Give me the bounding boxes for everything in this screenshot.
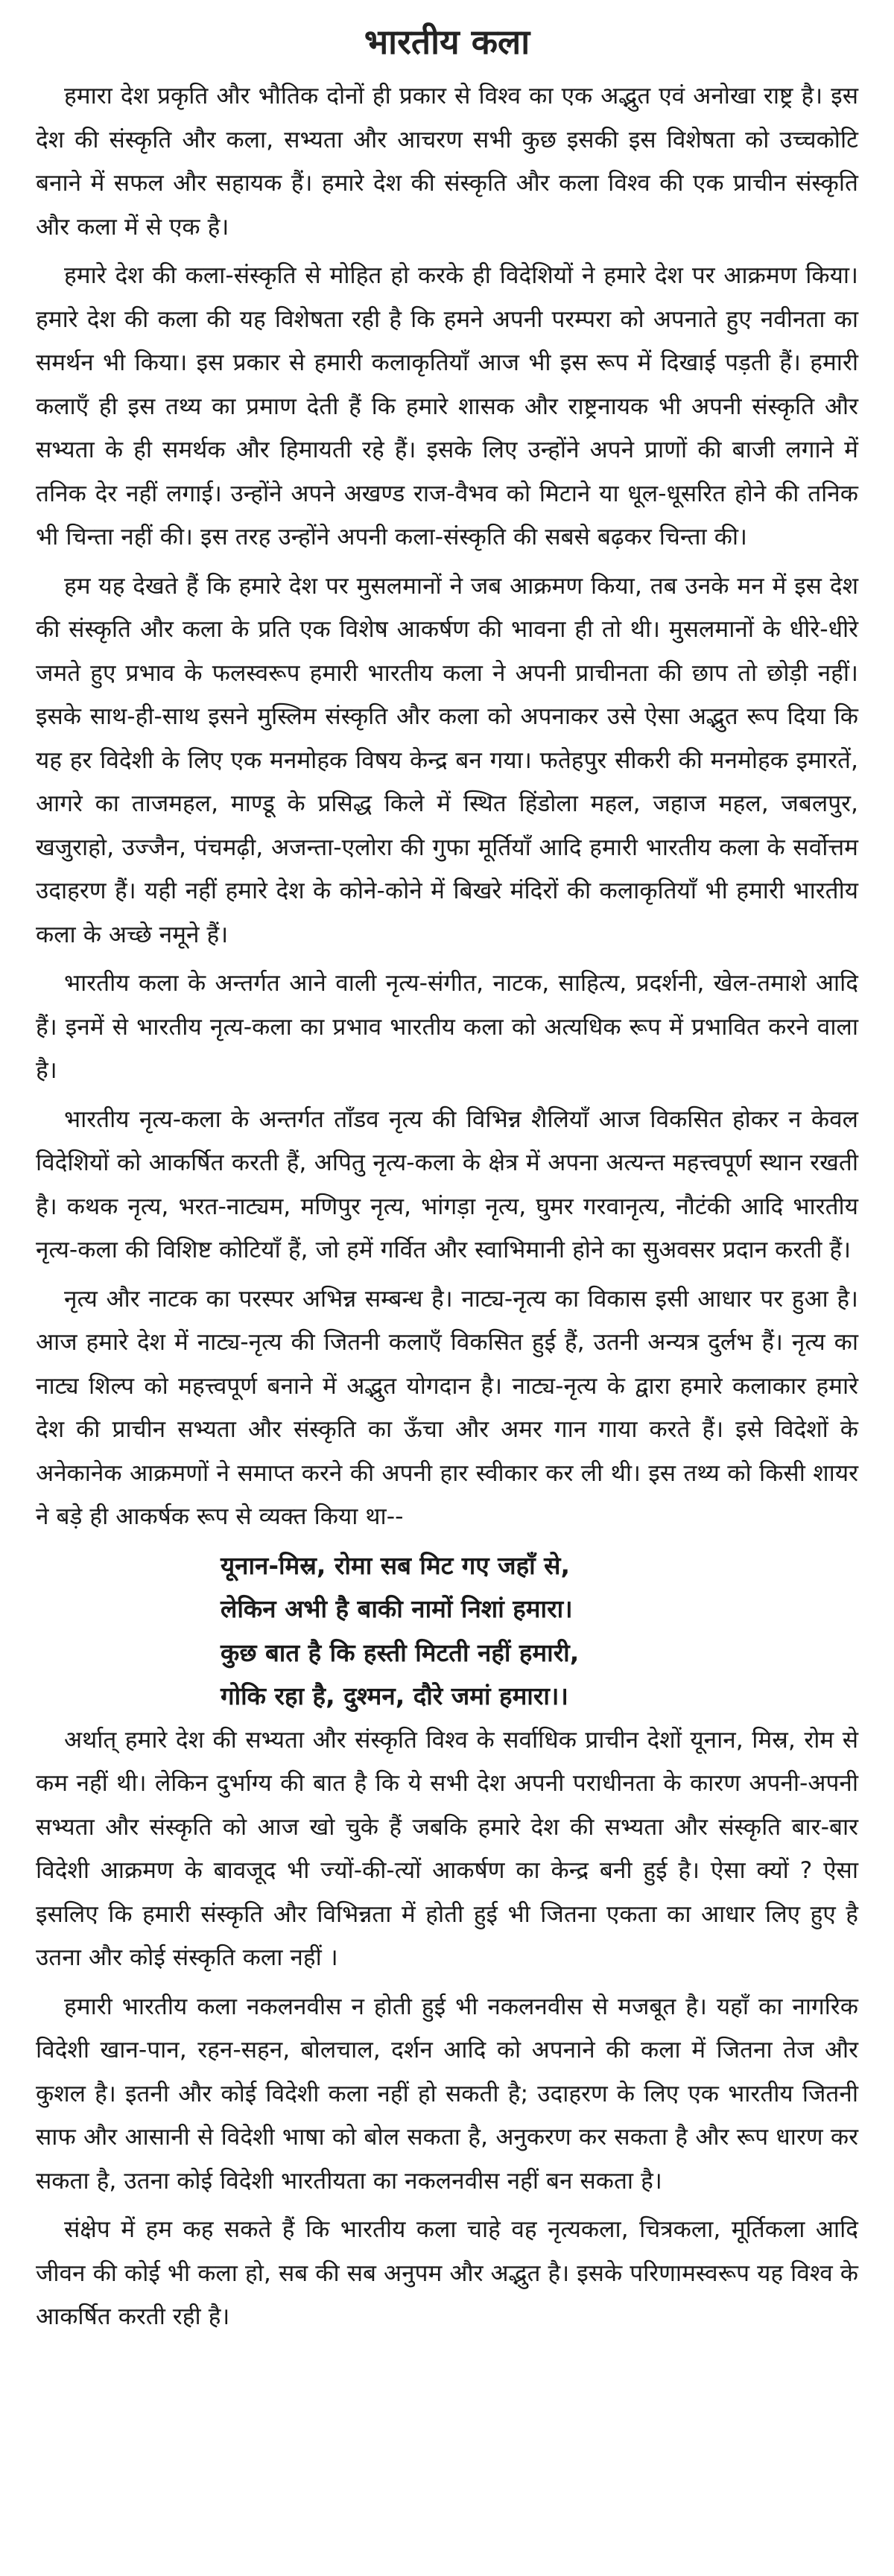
poem-line-2: लेकिन अभी है बाकी नामों निशां हमारा।	[221, 1594, 573, 1623]
paragraph-7: अर्थात् हमारे देश की सभ्यता और संस्कृति विश्व के सर्वाधिक प्राचीन देशों यूनान, मिस्र, रोम से कम नहीं थी। लेकिन दुर्भाग्य की बात है कि ये सभी देश अपनी पराधीनता के कारण अपनी-अपनी सभ्यता और संस्कृति को आज खो चुके हैं जबकि हमारे देश की सभ्यता और संस्कृति बार-बार विदेशी आक्रमण के बावजूद भी ज्यों-की-त्यों आकर्षण का केन्द्र बनी हुई है। ऐसा क्यों ? ऐसा इसलिए कि हमारी संस्कृति और विभिन्नता में होती हुई भी जितना एकता का आधार लिए हुए है उतना और कोई संस्कृति कला नहीं ।	[36, 1726, 858, 1971]
paragraph-4: भारतीय कला के अन्तर्गत आने वाली नृत्य-संगीत, नाटक, साहित्य, प्रदर्शनी, खेल-तमाशे आदि हैं। इनमें से भारतीय नृत्य-कला का प्रभाव भारतीय कला को अत्यधिक रूप में प्रभावित करने वाला है।	[36, 970, 858, 1084]
paragraph-1: हमारा देश प्रकृति और भौतिक दोनों ही प्रकार से विश्व का एक अद्भुत एवं अनोखा राष्ट्र है। इस देश की संस्कृति और कला, सभ्यता और आचरण सभी कुछ इसकी इस विशेषता को उच्चकोटि बनाने में सफल और सहायक हैं। हमारे देश की संस्कृति और कला विश्व की एक प्राचीन संस्कृति और कला में से एक है।	[36, 83, 858, 241]
paragraph-5: भारतीय नृत्य-कला के अन्तर्गत ताँडव नृत्य की विभिन्न शैलियाँ आज विकसित होकर न केवल विदेशियों को आकर्षित करती हैं, अपितु नृत्य-कला के क्षेत्र में अपना अत्यन्त महत्त्वपूर्ण स्थान रखती है। कथक नृत्य, भरत-नाट्यम, मणिपुर नृत्य, भांगड़ा नृत्य, घुमर गरवानृत्य, नौटंकी आदि भारतीय नृत्य-कला की विशिष्ट कोटियाँ हैं, जो हमें गर्वित और स्वाभिमानी होने का सुअवसर प्रदान करती हैं।	[36, 1105, 858, 1263]
poem-line-1: यूनान-मिस्र, रोमा सब मिट गए जहाँ से,	[221, 1550, 571, 1580]
poem-line-3: कुछ बात है कि हस्ती मिटती नहीं हमारी,	[221, 1637, 580, 1667]
paragraph-8: हमारी भारतीय कला नकलनवीस न होती हुई भी नकलनवीस से मजबूत है। यहाँ का नागरिक विदेशी खान-पान, रहन-सहन, बोलचाल, दर्शन आदि को अपनाने की कला में जितना तेज और कुशल है। इतनी और कोई विदेशी कला नहीं हो सकती है; उदाहरण के लिए एक भारतीय जितनी साफ और आसानी से विदेशी भाषा को बोल सकता है, अनुकरण कर सकता है और रूप धारण कर सकता है, उतना कोई विदेशी भारतीयता का नकलनवीस नहीं बन सकता है।	[36, 1993, 858, 2195]
paragraph-2: हमारे देश की कला-संस्कृति से मोहित हो करके ही विदेशियों ने हमारे देश पर आक्रमण किया। हमारे देश की कला की यह विशेषता रही है कि हमने अपनी परम्परा को अपनाते हुए नवीनता का समर्थन भी किया। इस प्रकार से हमारी कलाकृतियाँ आज भी इस रूप में दिखाई पड़ती हैं। हमारी कलाएँ ही इस तथ्य का प्रमाण देती हैं कि हमारे शासक और राष्ट्रनायक भी अपनी संस्कृति और सभ्यता के ही समर्थक और हिमायती रहे हैं। इसके लिए उन्होंने अपने प्राणों की बाजी लगाने में तनिक देर नहीं लगाई। उन्होंने अपने अखण्ड राज-वैभव को मिटाने या धूल-धूसरित होने की तनिक भी चिन्ता नहीं की। इस तरह उन्होंने अपनी कला-संस्कृति की सबसे बढ़कर चिन्ता की।	[36, 262, 858, 551]
essay-title: भारतीय कला	[364, 22, 530, 62]
paragraph-3: हम यह देखते हैं कि हमारे देश पर मुसलमानों ने जब आक्रमण किया, तब उनके मन में इस देश की संस्कृति और कला के प्रति एक विशेष आकर्षण की भावना ही तो थी। मुसलमानों के धीरे-धीरे जमते हुए प्रभाव के फलस्वरूप हमारी भारतीय कला ने अपनी प्राचीनता की छाप तो छोड़ी नहीं। इसके साथ-ही-साथ इसने मुस्लिम संस्कृति और कला को अपनाकर उसे ऐसा अद्भुत रूप दिया कि यह हर विदेशी के लिए एक मनमोहक विषय केन्द्र बन गया। फतेहपुर सीकरी की मनमोहक इमारतें, आगरे का ताजमहल, माण्डू के प्रसिद्ध किले में स्थित हिंडोला महल, जहाज महल, जबलपुर, खजुराहो, उज्जैन, पंचमढ़ी, अजन्ता-एलोरा की गुफा मूर्तियाँ आदि हमारी भारतीय कला के सर्वोत्तम उदाहरण हैं। यही नहीं हमारे देश के कोने-कोने में बिखरे मंदिरों की कलाकृतियाँ भी हमारी भारतीय कला के अच्छे नमूने हैं।	[36, 572, 858, 948]
paragraph-9: संक्षेप में हम कह सकते हैं कि भारतीय कला चाहे वह नृत्यकला, चित्रकला, मूर्तिकला आदि जीवन की कोई भी कला हो, सब की सब अनुपम और अद्भुत है। इसके परिणामस्वरूप यह विश्व के आकर्षित करती रही है।	[36, 2216, 858, 2330]
poem-couplet	[221, 1544, 858, 1719]
paragraph-6: नृत्य और नाटक का परस्पर अभिन्न सम्बन्ध है। नाट्य-नृत्य का विकास इसी आधार पर हुआ है। आज हमारे देश में नाट्य-नृत्य की जितनी कलाएँ विकसित हुई हैं, उतनी अन्यत्र दुर्लभ हैं। नृत्य का नाट्य शिल्प को महत्त्वपूर्ण बनाने में अद्भुत योगदान है। नाट्य-नृत्य के द्वारा हमारे कलाकार हमारे देश की प्राचीन सभ्यता और संस्कृति का ऊँचा और अमर गान गाया करते हैं। इसे विदेशों के अनेकानेक आक्रमणों ने समाप्त करने की अपनी हार स्वीकार कर ली थी। इस तथ्य को किसी शायर ने बड़े ही आकर्षक रूप से व्यक्त किया था--	[36, 1285, 858, 1530]
poem-line-4: गोकि रहा है, दुश्मन, दौरे जमां हमारा।।	[221, 1681, 568, 1710]
